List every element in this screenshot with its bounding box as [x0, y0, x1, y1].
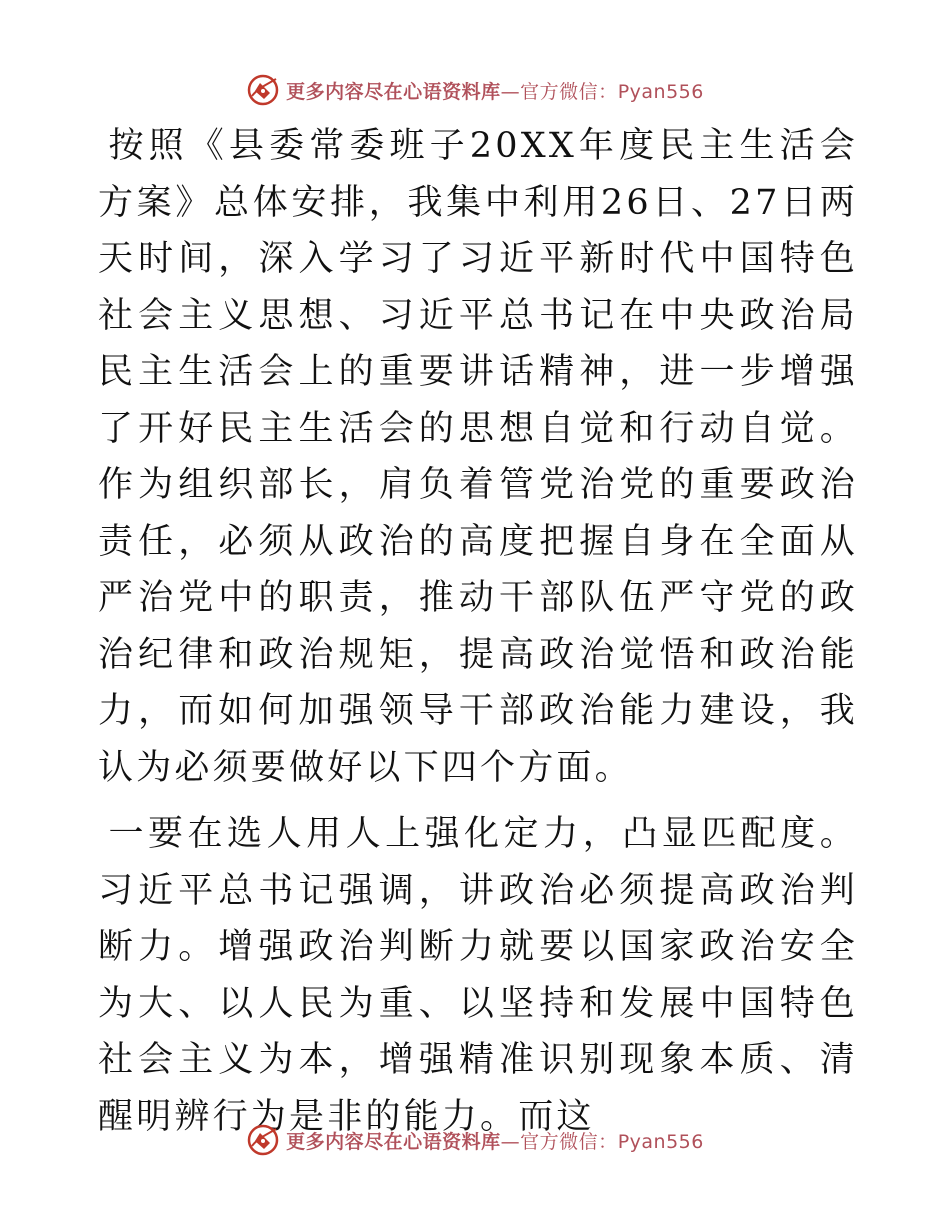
banner-separator: — [500, 1130, 521, 1153]
footer-banner [0, 1120, 950, 1160]
banner-contact-label: 官方微信： [520, 1130, 618, 1153]
banner-brand: 更多内容尽在心语资料库 [286, 1130, 501, 1153]
document-body [98, 118, 858, 1145]
banner-contact-id: Pyan556 [617, 80, 704, 103]
pen-logo-icon [246, 1123, 280, 1157]
banner-contact-id: Pyan556 [617, 1130, 704, 1153]
header-banner [0, 70, 950, 110]
banner-separator: — [500, 80, 521, 103]
pen-logo-icon [246, 73, 280, 107]
banner-text [286, 77, 704, 104]
paragraph-1: 按照《县委常委班子20XX年度民主生活会方案》总体安排，我集中利用26日、27日两天时间，深入学习了习近平新时代中国特色社会主义思想、习近平总书记在中央政治局民主生活会上的重要讲话精神，进一步增强了开好民主生活会的思想自觉和行动自觉。作为组织部长，肩负着管党治党的重要政治责任，必须从政治的高度把握自身在全面从严治党中的职责，推动干部队伍严守党的政治纪律和政治规矩，提高政治觉悟和政治能力，而如何加强领导干部政治能力建设，我认为必须要做好以下四个方面。 [98, 126, 858, 788]
banner-brand: 更多内容尽在心语资料库 [286, 80, 501, 103]
banner-text [286, 1127, 704, 1154]
banner-contact-label: 官方微信： [520, 80, 618, 103]
paragraph-2: 一要在选人用人上强化定力，凸显匹配度。习近平总书记强调，讲政治必须提高政治判断力。增强政治判断力就要以国家政治安全为大、以人民为重、以坚持和发展中国特色社会主义为本，增强精准识别现象本质、清醒明辨行为是非的能力。而这 [98, 814, 858, 1137]
